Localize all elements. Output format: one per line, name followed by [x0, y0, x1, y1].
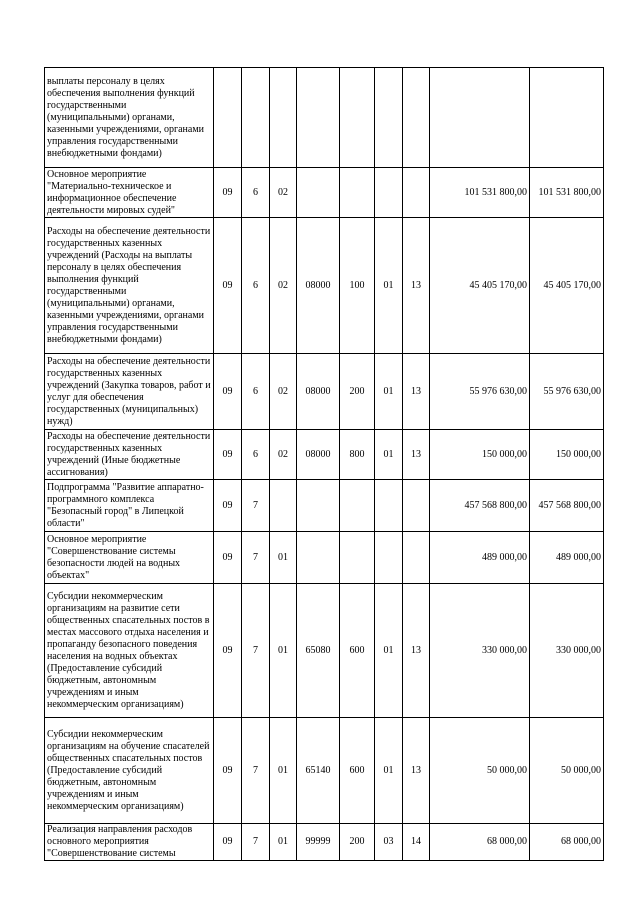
cell-code: 01: [270, 584, 297, 718]
cell-code: 100: [340, 218, 375, 354]
cell-name: Расходы на обеспечение деятельности государственных казенных учреждений (Иные бюджетные ассигнования): [45, 430, 214, 480]
budget-table: [44, 67, 604, 861]
cell-code: [403, 68, 430, 168]
cell-code: [403, 532, 430, 584]
cell-amount: [430, 68, 530, 168]
table-body: [45, 68, 604, 861]
cell-name: Субсидии некоммерческим организациям на развитие сети общественных спасательных постов в местах массового отдыха населения и пропаганду безопасного поведения населения на водных объектах (Предоставление субсидий бюджетным, автономным учреждениям и иным некоммерческим организациям): [45, 584, 214, 718]
cell-amount: 55 976 630,00: [430, 354, 530, 430]
cell-code: 600: [340, 718, 375, 824]
cell-code: 01: [375, 584, 403, 718]
cell-code: 01: [270, 532, 297, 584]
cell-code: 09: [214, 718, 242, 824]
cell-code: [340, 168, 375, 218]
cell-code: 6: [242, 430, 270, 480]
cell-code: 09: [214, 168, 242, 218]
cell-code: 7: [242, 584, 270, 718]
cell-amount: 457 568 800,00: [530, 480, 604, 532]
cell-code: 200: [340, 354, 375, 430]
cell-code: [297, 168, 340, 218]
cell-code: 200: [340, 824, 375, 861]
cell-code: 7: [242, 532, 270, 584]
cell-code: 6: [242, 168, 270, 218]
cell-code: 02: [270, 218, 297, 354]
cell-amount: 150 000,00: [530, 430, 604, 480]
cell-amount: 101 531 800,00: [530, 168, 604, 218]
cell-code: 600: [340, 584, 375, 718]
cell-code: 7: [242, 718, 270, 824]
table-row: [45, 68, 604, 168]
cell-code: 08000: [297, 354, 340, 430]
cell-code: [270, 68, 297, 168]
cell-code: 800: [340, 430, 375, 480]
cell-amount: 150 000,00: [430, 430, 530, 480]
cell-code: [375, 480, 403, 532]
cell-amount: 489 000,00: [530, 532, 604, 584]
cell-code: 02: [270, 168, 297, 218]
table-row: [45, 718, 604, 824]
cell-name: Основное мероприятие "Материально-техническое и информационное обеспечение деятельности мировых судей": [45, 168, 214, 218]
cell-name: Расходы на обеспечение деятельности государственных казенных учреждений (Закупка товаров, работ и услуг для обеспечения государственных (муниципальных) нужд): [45, 354, 214, 430]
cell-name: Подпрограмма "Развитие аппаратно-программного комплекса "Безопасный город" в Липецкой области": [45, 480, 214, 532]
cell-code: [297, 532, 340, 584]
cell-code: 09: [214, 354, 242, 430]
cell-code: [340, 68, 375, 168]
cell-amount: 68 000,00: [530, 824, 604, 861]
cell-code: 01: [375, 354, 403, 430]
cell-code: 09: [214, 480, 242, 532]
cell-code: 09: [214, 532, 242, 584]
cell-amount: [530, 68, 604, 168]
cell-amount: 457 568 800,00: [430, 480, 530, 532]
cell-code: [375, 168, 403, 218]
table-row: [45, 480, 604, 532]
table-row: [45, 354, 604, 430]
cell-code: [297, 480, 340, 532]
cell-code: 03: [375, 824, 403, 861]
cell-code: 01: [375, 718, 403, 824]
cell-amount: 330 000,00: [530, 584, 604, 718]
cell-code: 01: [270, 824, 297, 861]
cell-code: [242, 68, 270, 168]
cell-amount: 55 976 630,00: [530, 354, 604, 430]
cell-code: [340, 532, 375, 584]
cell-amount: 50 000,00: [530, 718, 604, 824]
cell-name: Основное мероприятие "Совершенствование системы безопасности людей на водных объектах": [45, 532, 214, 584]
cell-name: Субсидии некоммерческим организациям на обучение спасателей общественных спасательных постов (Предоставление субсидий бюджетным, автономным учреждениям и иным некоммерческим организациям): [45, 718, 214, 824]
cell-name: Расходы на обеспечение деятельности государственных казенных учреждений (Расходы на выплаты персоналу в целях обеспечения выполнения функций государственными (муниципальными) органами, казенными учреждениями, органами управления государственными внебюджетными фондами): [45, 218, 214, 354]
cell-amount: 45 405 170,00: [530, 218, 604, 354]
cell-amount: 330 000,00: [430, 584, 530, 718]
cell-code: 02: [270, 354, 297, 430]
table-row: [45, 218, 604, 354]
cell-code: [340, 480, 375, 532]
cell-code: [270, 480, 297, 532]
cell-code: 01: [270, 718, 297, 824]
cell-code: 14: [403, 824, 430, 861]
cell-code: 02: [270, 430, 297, 480]
cell-code: 7: [242, 824, 270, 861]
table-row: [45, 824, 604, 861]
cell-code: [403, 480, 430, 532]
cell-amount: 45 405 170,00: [430, 218, 530, 354]
cell-code: 01: [375, 430, 403, 480]
cell-code: 99999: [297, 824, 340, 861]
cell-code: [297, 68, 340, 168]
cell-code: [403, 168, 430, 218]
cell-amount: 50 000,00: [430, 718, 530, 824]
cell-code: 09: [214, 218, 242, 354]
cell-name: выплаты персоналу в целях обеспечения выполнения функций государственными (муниципальными) органами, казенными учреждениями, органами управления государственными внебюджетными фондами): [45, 68, 214, 168]
cell-code: [375, 532, 403, 584]
cell-code: 13: [403, 430, 430, 480]
table-row: [45, 584, 604, 718]
cell-amount: 101 531 800,00: [430, 168, 530, 218]
cell-code: 08000: [297, 218, 340, 354]
cell-code: 65140: [297, 718, 340, 824]
cell-code: 7: [242, 480, 270, 532]
cell-code: 08000: [297, 430, 340, 480]
cell-code: 09: [214, 584, 242, 718]
table-row: [45, 430, 604, 480]
cell-code: 13: [403, 218, 430, 354]
table-row: [45, 168, 604, 218]
cell-code: 65080: [297, 584, 340, 718]
table-row: [45, 532, 604, 584]
cell-code: 13: [403, 718, 430, 824]
cell-code: 09: [214, 824, 242, 861]
cell-code: 09: [214, 430, 242, 480]
cell-code: 6: [242, 354, 270, 430]
cell-name: Реализация направления расходов основного мероприятия "Совершенствование системы: [45, 824, 214, 861]
cell-amount: 489 000,00: [430, 532, 530, 584]
cell-code: [375, 68, 403, 168]
cell-amount: 68 000,00: [430, 824, 530, 861]
cell-code: 13: [403, 354, 430, 430]
cell-code: 13: [403, 584, 430, 718]
cell-code: 6: [242, 218, 270, 354]
cell-code: 01: [375, 218, 403, 354]
cell-code: [214, 68, 242, 168]
